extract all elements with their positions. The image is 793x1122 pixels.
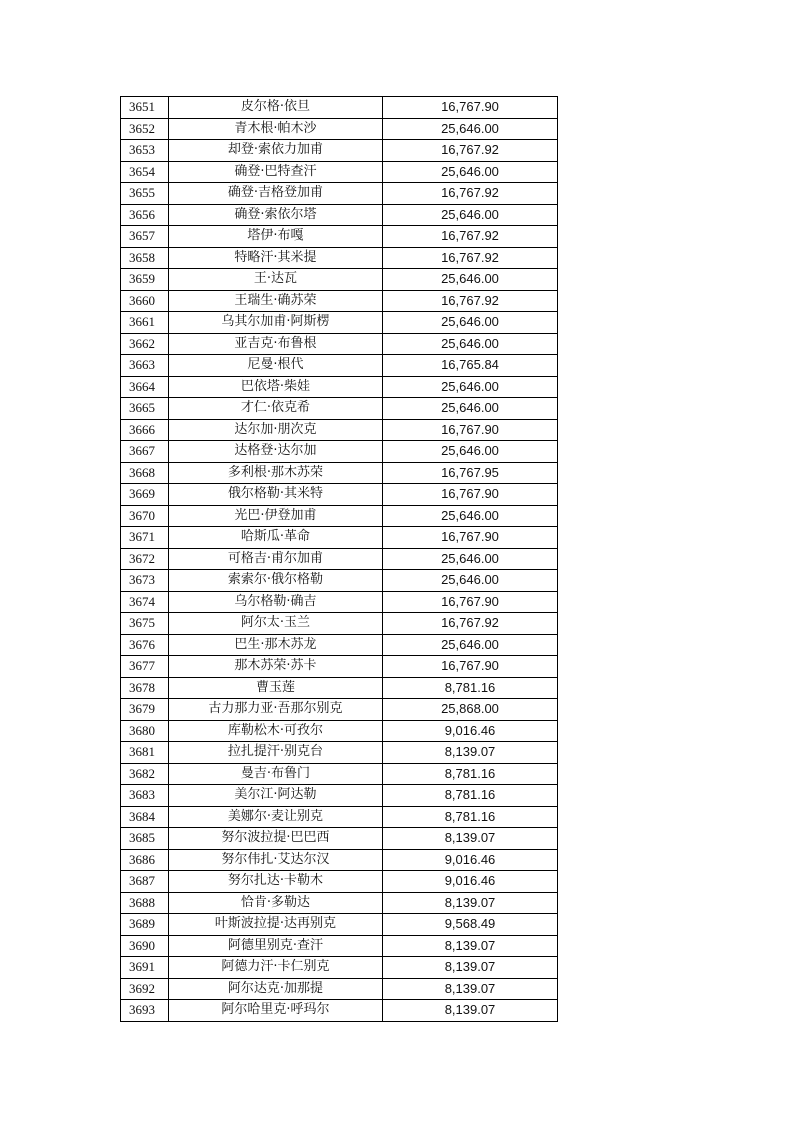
row-number-cell: 3671: [121, 527, 169, 549]
table-row: [121, 699, 558, 721]
amount-cell: 8,139.07: [383, 828, 558, 850]
document-table-region: [120, 96, 557, 1022]
amount-cell: 8,781.16: [383, 806, 558, 828]
name-cell: 拉扎提汗·别克台: [169, 742, 383, 764]
row-number-cell: 3678: [121, 677, 169, 699]
amount-cell: 8,139.07: [383, 742, 558, 764]
row-number-cell: 3655: [121, 183, 169, 205]
table-row: [121, 785, 558, 807]
name-cell: 塔伊·布嘎: [169, 226, 383, 248]
amount-cell: 9,016.46: [383, 871, 558, 893]
row-number-cell: 3670: [121, 505, 169, 527]
table-row: [121, 914, 558, 936]
amount-cell: 16,767.92: [383, 290, 558, 312]
name-cell: 库勒松木·可孜尔: [169, 720, 383, 742]
amount-cell: 16,767.95: [383, 462, 558, 484]
row-number-cell: 3685: [121, 828, 169, 850]
name-cell: 却登·索依力加甫: [169, 140, 383, 162]
amount-cell: 25,646.00: [383, 505, 558, 527]
amount-cell: 16,767.90: [383, 97, 558, 119]
name-cell: 努尔伟扎·艾达尔汉: [169, 849, 383, 871]
row-number-cell: 3653: [121, 140, 169, 162]
row-number-cell: 3669: [121, 484, 169, 506]
row-number-cell: 3659: [121, 269, 169, 291]
table-row: [121, 333, 558, 355]
table-row: [121, 183, 558, 205]
amount-cell: 16,767.92: [383, 140, 558, 162]
row-number-cell: 3692: [121, 978, 169, 1000]
table-row: [121, 849, 558, 871]
name-cell: 美尔江·阿达勒: [169, 785, 383, 807]
amount-cell: 8,781.16: [383, 785, 558, 807]
table-row: [121, 462, 558, 484]
table-row: [121, 97, 558, 119]
amount-cell: 8,139.07: [383, 935, 558, 957]
name-cell: 多利根·那木苏荣: [169, 462, 383, 484]
table-row: [121, 226, 558, 248]
row-number-cell: 3663: [121, 355, 169, 377]
amount-cell: 9,016.46: [383, 849, 558, 871]
row-number-cell: 3657: [121, 226, 169, 248]
row-number-cell: 3662: [121, 333, 169, 355]
name-cell: 那木苏荣·苏卡: [169, 656, 383, 678]
name-cell: 巴生·那木苏龙: [169, 634, 383, 656]
amount-cell: 16,767.90: [383, 484, 558, 506]
table-row: [121, 269, 558, 291]
row-number-cell: 3651: [121, 97, 169, 119]
table-row: [121, 613, 558, 635]
row-number-cell: 3658: [121, 247, 169, 269]
name-cell: 俄尔格勒·其米特: [169, 484, 383, 506]
row-number-cell: 3691: [121, 957, 169, 979]
table-row: [121, 720, 558, 742]
amount-cell: 9,568.49: [383, 914, 558, 936]
row-number-cell: 3690: [121, 935, 169, 957]
table-row: [121, 570, 558, 592]
row-number-cell: 3676: [121, 634, 169, 656]
amount-cell: 16,765.84: [383, 355, 558, 377]
row-number-cell: 3661: [121, 312, 169, 334]
table-row: [121, 548, 558, 570]
table-row: [121, 656, 558, 678]
amount-cell: 8,139.07: [383, 957, 558, 979]
name-cell: 达格登·达尔加: [169, 441, 383, 463]
name-cell: 阿德力汗·卡仁别克: [169, 957, 383, 979]
row-number-cell: 3688: [121, 892, 169, 914]
row-number-cell: 3672: [121, 548, 169, 570]
table-body: [121, 97, 558, 1022]
row-number-cell: 3665: [121, 398, 169, 420]
amount-cell: 25,646.00: [383, 312, 558, 334]
amount-cell: 25,868.00: [383, 699, 558, 721]
table-row: [121, 290, 558, 312]
name-cell: 索索尔·俄尔格勒: [169, 570, 383, 592]
table-row: [121, 763, 558, 785]
name-cell: 曹玉莲: [169, 677, 383, 699]
name-cell: 阿德里别克·查汗: [169, 935, 383, 957]
table-row: [121, 892, 558, 914]
amount-cell: 25,646.00: [383, 398, 558, 420]
table-row: [121, 204, 558, 226]
name-cell: 乌尔格勒·确吉: [169, 591, 383, 613]
table-row: [121, 376, 558, 398]
amount-cell: 25,646.00: [383, 634, 558, 656]
name-cell: 尼曼·根代: [169, 355, 383, 377]
table-row: [121, 935, 558, 957]
amount-cell: 16,767.92: [383, 183, 558, 205]
table-row: [121, 957, 558, 979]
amount-cell: 16,767.92: [383, 247, 558, 269]
name-cell: 王·达瓦: [169, 269, 383, 291]
row-number-cell: 3686: [121, 849, 169, 871]
amount-cell: 8,781.16: [383, 677, 558, 699]
table-row: [121, 419, 558, 441]
row-number-cell: 3675: [121, 613, 169, 635]
row-number-cell: 3656: [121, 204, 169, 226]
name-cell: 才仁·依克希: [169, 398, 383, 420]
name-cell: 阿尔太·玉兰: [169, 613, 383, 635]
name-cell: 阿尔达克·加那提: [169, 978, 383, 1000]
name-cell: 皮尔格·依旦: [169, 97, 383, 119]
row-number-cell: 3666: [121, 419, 169, 441]
row-number-cell: 3674: [121, 591, 169, 613]
amount-cell: 25,646.00: [383, 161, 558, 183]
name-cell: 哈斯瓜·革命: [169, 527, 383, 549]
row-number-cell: 3693: [121, 1000, 169, 1022]
name-cell: 恰肯·多勒达: [169, 892, 383, 914]
name-cell: 确登·吉格登加甫: [169, 183, 383, 205]
table-row: [121, 828, 558, 850]
table-row: [121, 161, 558, 183]
table-row: [121, 871, 558, 893]
amount-cell: 8,139.07: [383, 892, 558, 914]
amount-cell: 8,139.07: [383, 1000, 558, 1022]
row-number-cell: 3660: [121, 290, 169, 312]
row-number-cell: 3654: [121, 161, 169, 183]
table-row: [121, 527, 558, 549]
amount-cell: 25,646.00: [383, 118, 558, 140]
row-number-cell: 3680: [121, 720, 169, 742]
row-number-cell: 3687: [121, 871, 169, 893]
table-row: [121, 677, 558, 699]
name-cell: 确登·索依尔塔: [169, 204, 383, 226]
name-cell: 古力那力亚·吾那尔别克: [169, 699, 383, 721]
payment-table: [120, 96, 558, 1022]
amount-cell: 25,646.00: [383, 548, 558, 570]
table-row: [121, 742, 558, 764]
name-cell: 特略汗·其米提: [169, 247, 383, 269]
table-row: [121, 505, 558, 527]
table-row: [121, 118, 558, 140]
amount-cell: 16,767.90: [383, 656, 558, 678]
table-row: [121, 591, 558, 613]
table-row: [121, 1000, 558, 1022]
table-row: [121, 312, 558, 334]
row-number-cell: 3681: [121, 742, 169, 764]
amount-cell: 25,646.00: [383, 376, 558, 398]
name-cell: 亚吉克·布鲁根: [169, 333, 383, 355]
table-row: [121, 634, 558, 656]
table-row: [121, 806, 558, 828]
table-row: [121, 441, 558, 463]
row-number-cell: 3667: [121, 441, 169, 463]
name-cell: 光巴·伊登加甫: [169, 505, 383, 527]
name-cell: 达尔加·朋次克: [169, 419, 383, 441]
amount-cell: 25,646.00: [383, 204, 558, 226]
row-number-cell: 3689: [121, 914, 169, 936]
name-cell: 青木根·帕木沙: [169, 118, 383, 140]
table-row: [121, 140, 558, 162]
name-cell: 叶斯波拉提·达再别克: [169, 914, 383, 936]
name-cell: 美娜尔·麦让别克: [169, 806, 383, 828]
table-row: [121, 398, 558, 420]
amount-cell: 16,767.90: [383, 419, 558, 441]
name-cell: 王瑞生·确苏荣: [169, 290, 383, 312]
name-cell: 阿尔哈里克·呼玛尔: [169, 1000, 383, 1022]
row-number-cell: 3652: [121, 118, 169, 140]
name-cell: 巴依塔·柴娃: [169, 376, 383, 398]
name-cell: 确登·巴特查汗: [169, 161, 383, 183]
table-row: [121, 978, 558, 1000]
table-row: [121, 247, 558, 269]
amount-cell: 16,767.90: [383, 527, 558, 549]
row-number-cell: 3683: [121, 785, 169, 807]
name-cell: 努尔扎达·卡勒木: [169, 871, 383, 893]
name-cell: 乌其尔加甫·阿斯楞: [169, 312, 383, 334]
row-number-cell: 3673: [121, 570, 169, 592]
amount-cell: 16,767.92: [383, 226, 558, 248]
row-number-cell: 3684: [121, 806, 169, 828]
name-cell: 曼吉·布鲁门: [169, 763, 383, 785]
row-number-cell: 3664: [121, 376, 169, 398]
amount-cell: 8,781.16: [383, 763, 558, 785]
amount-cell: 25,646.00: [383, 269, 558, 291]
amount-cell: 25,646.00: [383, 570, 558, 592]
row-number-cell: 3677: [121, 656, 169, 678]
row-number-cell: 3679: [121, 699, 169, 721]
name-cell: 努尔波拉提·巴巴西: [169, 828, 383, 850]
row-number-cell: 3668: [121, 462, 169, 484]
amount-cell: 9,016.46: [383, 720, 558, 742]
amount-cell: 16,767.90: [383, 591, 558, 613]
amount-cell: 25,646.00: [383, 333, 558, 355]
row-number-cell: 3682: [121, 763, 169, 785]
table-row: [121, 484, 558, 506]
amount-cell: 25,646.00: [383, 441, 558, 463]
amount-cell: 8,139.07: [383, 978, 558, 1000]
table-row: [121, 355, 558, 377]
name-cell: 可格吉·甫尔加甫: [169, 548, 383, 570]
amount-cell: 16,767.92: [383, 613, 558, 635]
